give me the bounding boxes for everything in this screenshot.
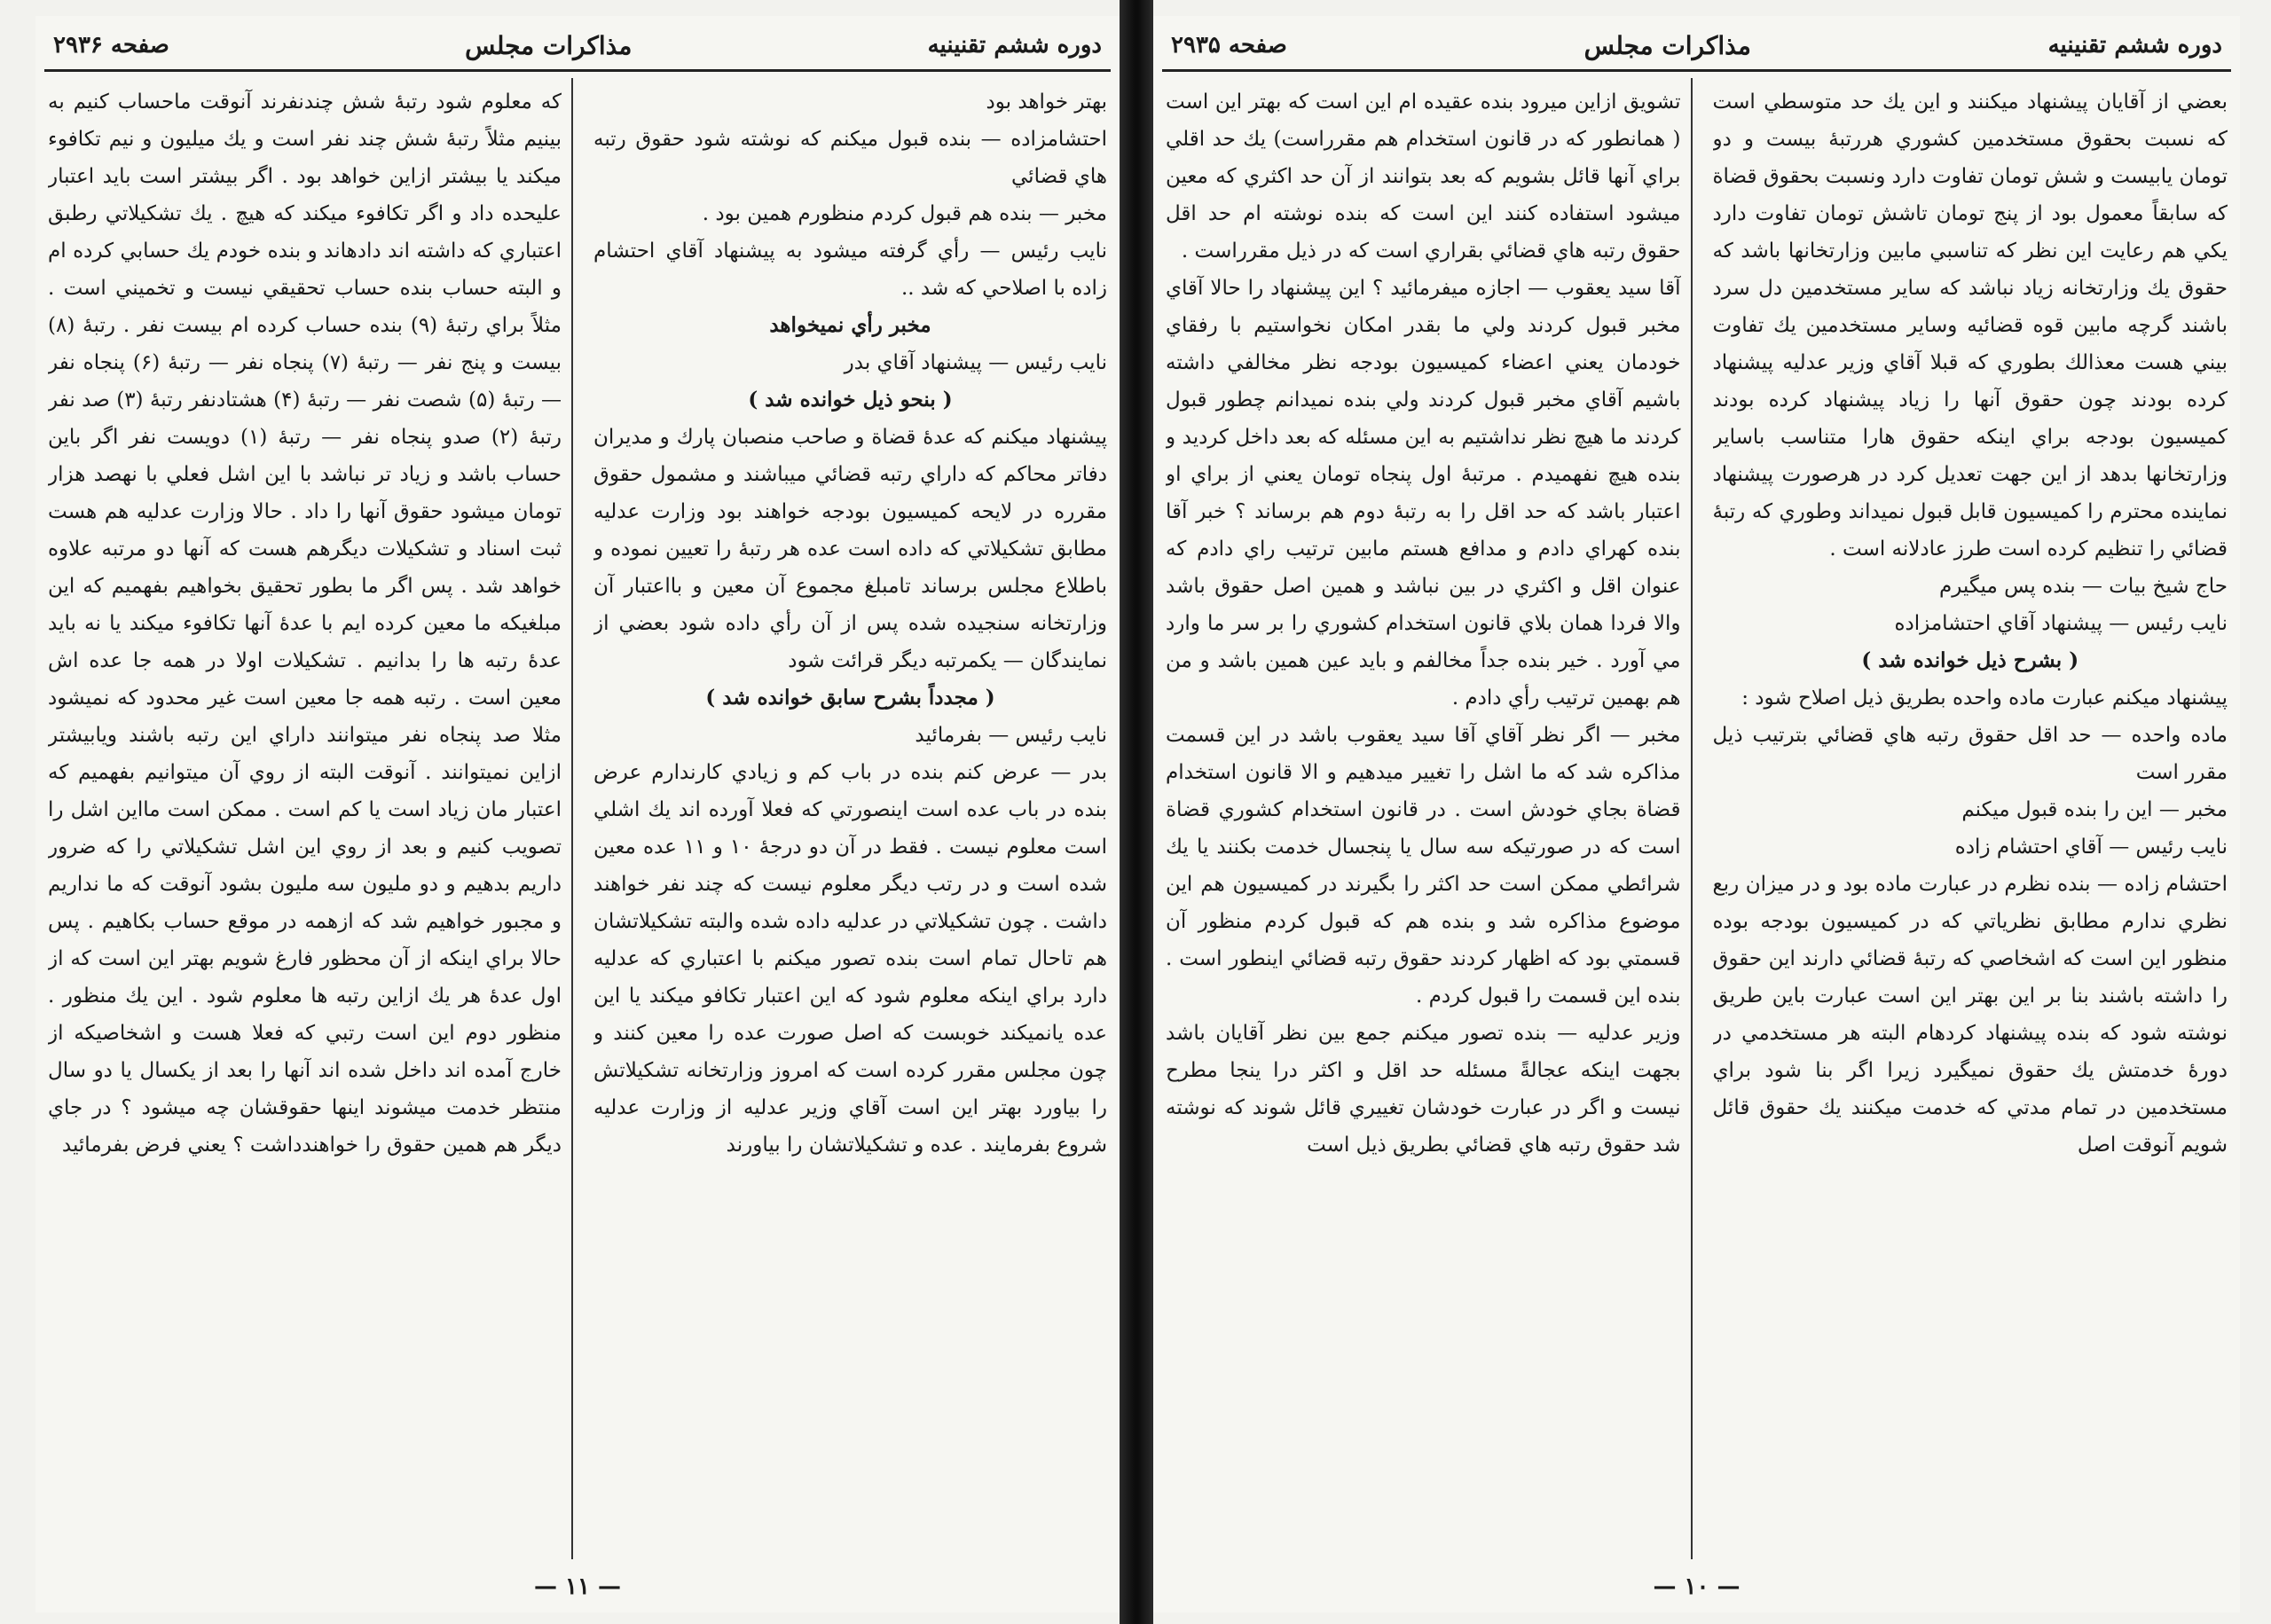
- paragraph: مخبر رأي نميخواهد: [769, 313, 931, 337]
- paragraph: آقا سيد يعقوب — اجازه ميفرمائيد ؟ اين پيشنهاد را حالا آقاي مخبر قبول كردند ولي ما بقدر امكان نخواستيم با رفقاي خودمان يعني اعضاء كميسيون بودجه نظر مخالفي داشته باشيم آقاي مخبر قبول كردند ولي بنده نميدانم چطور قبول كردند ما هيچ نظر نداشتيم به اين مسئله كه بعد داخل كرديد و بنده هيچ نفهميدم . مرتبهٔ اول پنجاه تومان يعني از براي او اعتبار باشد كه حد اقل را به رتبهٔ دوم هم برساند ؟ خبر آقا بنده كهراي دادم و مدافع هستم مابين ترتيب راي دادم كه عنوان اقل و اكثري در بين نباشد و همين اصل حقوق باشد والا فردا همان بلاي قانون استخدام كشوري را بر سر ما وارد مي آورد . خير بنده جداً مخالفم و بايد عين همين باشد و من هم بهمين ترتيب رأي دادم .: [1166, 277, 1681, 710]
- paragraph: نايب رئيس — بفرمائيد: [915, 724, 1107, 747]
- left-page-column-right: [593, 83, 1107, 1563]
- paragraph: تشويق ازاين ميرود بنده عقيده ام اين است كه بهتر اين است ( همانطور كه در قانون استخدام هم مقرراست) يك حد اقلي براي آنها قائل بشويم كه بعد بتوانند از آن حد اكثري كه معين ميشود استفاده كنند اين است كه بنده نوشته ام حد اقل حقوق رتبه هاي قضائي بقراري است كه در ذيل مقرراست .: [1166, 90, 1681, 263]
- right-header-page: صفحه ۲۹۳۵: [1171, 32, 1287, 59]
- book-gutter: [1120, 0, 1153, 1624]
- left-page-header: [53, 25, 1102, 66]
- paragraph: نايب رئيس — رأي گرفته ميشود به پيشنهاد آقاي احتشام زاده با اصلاحي كه شد ..: [593, 239, 1107, 300]
- paragraph: نايب رئيس — آقاي احتشام زاده: [1954, 836, 2228, 859]
- paragraph: نايب رئيس — پيشنهاد آقاي بدر: [844, 351, 1107, 374]
- paragraph: بعضي از آقايان پيشنهاد ميكنند و اين يك حد متوسطي است كه نسبت بحقوق مستخدمين كشوري هررتبهٔ بيست و دو تومان يابيست و شش تومان تفاوت دارد ونسبت بحقوق قضاة كه سابقاً معمول بود از پنج تومان تاشش تومان تفاوت دارد يكي هم رعايت اين نظر كه تناسبي مابين وزارتخانها باشد كه حقوق يك وزارتخانه زياد نباشد كه ساير مستخدمين دل سرد باشند گرچه مابين قوه قضائيه وساير مستخدمين يك تفاوت بيني هست معذالك بطوري كه قبلا آقاي وزير عدليه پيشنهاد كرده بودند چون حقوق آنها را زياد پيشنهاد كرده بودند كميسيون بودجه براي اينكه حقوق هارا متناسب باساير وزارتخانها بدهد از اين جهت تعديل كرد در هرصورت پيشنهاد نماينده محترم را كميسيون قابل قبول نميداند وطوري كه رتبهٔ قضائي را تنظيم كرده است طرز عادلانه است .: [1712, 90, 2228, 561]
- right-header-rule: [1162, 69, 2231, 72]
- left-page-column-left: [48, 83, 562, 1563]
- left-header-journal: دوره ششم تقنينيه: [927, 32, 1102, 59]
- right-page-number: — ۱۰ —: [1653, 1573, 1741, 1600]
- left-page-columns: [48, 83, 1107, 1563]
- left-header-page: صفحه ۲۹۳۶: [53, 32, 169, 59]
- paragraph: ( بشرح ذيل خوانده شد ): [1861, 648, 2079, 672]
- right-page-columns: [1166, 83, 2228, 1563]
- right-page: [1153, 16, 2240, 1612]
- paragraph: پيشنهاد ميكنم كه عدهٔ قضاة و صاحب منصبان پارك و مديران دفاتر محاكم كه داراي رتبه قضائي ميباشند و مشمول حقوق مقرره در لايحه كميسيون بودجه خواهند بود وزارت عدليه مطابق تشكيلاتي كه داده است عده هر رتبهٔ را تعيين نموده و باطلاع مجلس برساند تامبلغ مجموع آن معين و بااعتبار آن وزارتخانه سنجيده شده پس از آن رأي داده شود بعضي از نمايندگان — يكمرتبه ديگر قرائت شود: [593, 426, 1107, 672]
- paragraph: مخبر — اگر نظر آقاي آقا سيد يعقوب باشد در اين قسمت مذاكره شد كه ما اشل را تغيير ميدهيم و الا قانون استخدام قضاة بجاي خودش است . در قانون استخدام كشوري قضاة است كه در صورتيكه سه سال يا پنجسال خدمت بكنند يا يك شرائطي ممكن است حد اكثر را بگيرند در كميسيون هم اين موضوع مذاكره شد و بنده هم كه قبول كردم منظور آن قسمتي بود كه اظهار كردند حقوق رتبه قضائي اينطور است . بنده اين قسمت را قبول كردم .: [1166, 724, 1681, 1008]
- paragraph: بدر — عرض كنم بنده در باب كم و زيادي كارندارم عرض بنده در باب عده است اينصورتي كه فعلا آورده اند يك اشلي است معلوم نيست . فقط در آن دو درجهٔ ۱۰ و ۱۱ عده معين شده است و در رتب ديگر معلوم نيست كه چند نفر خواهند داشت . چون تشكيلاتي در عدليه داده شده والبته تشكيلاتشان هم تاحال تمام است بنده تصور ميكنم با اعتباري كه عدليه دارد براي اينكه معلوم شود كه اين اعتبار تكافو ميكند يا اين عده يانميكند خوبست كه اصل صورت عده را معين كنند و چون مجلس مقرر كرده است كه امروز وزارتخانه تشكيلاتش را بياورد بهتر اين است آقاي وزير عدليه از وزارت عدليه شروع بفرمايند . عده و تشكيلاتشان را بياورند: [593, 761, 1107, 1157]
- right-header-title: مذاکرات مجلس: [1583, 30, 1751, 60]
- paragraph: احتشامزاده — بنده قبول ميكنم كه نوشته شود حقوق رتبه هاي قضائي: [593, 128, 1107, 188]
- paragraph: بهتر خواهد بود: [986, 90, 1107, 114]
- paragraph: ( بنحو ذيل خوانده شد ): [748, 388, 953, 412]
- right-header-journal: دوره ششم تقنينيه: [2047, 32, 2222, 59]
- paragraph: ( مجدداً بشرح سابق خوانده شد ): [705, 686, 995, 710]
- right-page-column-left: [1166, 83, 1681, 1563]
- right-page-column-right: [1713, 83, 2228, 1563]
- left-page: [35, 16, 1120, 1612]
- paragraph: حاج شيخ بيات — بنده پس ميگيرم: [1938, 575, 2228, 598]
- paragraph: نايب رئيس — پيشنهاد آقاي احتشامزاده: [1894, 612, 2228, 635]
- paragraph: ماده واحده — حد اقل حقوق رتبه هاي قضائي بترتيب ذيل مقرر است: [1712, 724, 2228, 784]
- paragraph: مخبر — اين را بنده قبول ميكنم: [1961, 798, 2228, 821]
- left-header-rule: [44, 69, 1111, 72]
- right-page-header: [1171, 25, 2222, 66]
- left-header-title: مذاکرات مجلس: [465, 30, 633, 60]
- paragraph: احتشام زاده — بنده نظرم در عبارت ماده بود و در ميزان ربع نظري ندارم مطابق نظرياتي كه در كميسيون بودجه بوده منظور اين است كه اشخاصي كه رتبهٔ قضائي دارند اين حقوق را داشته باشند بنا بر اين بهتر اين است عبارت باين طريق نوشته شود كه بنده پيشنهاد كردهام البته هر مستخدمي در دورهٔ خدمتش يك حقوق نميگيرد زيرا اگر بنا شود براي مستخدمين در تمام مدتي كه خدمت ميكنند يك حقوق قائل شويم آنوقت اصل: [1712, 873, 2228, 1157]
- left-page-number: — ۱۱ —: [533, 1573, 622, 1600]
- paragraph: كه معلوم شود رتبهٔ شش چندنفرند آنوقت ماحساب كنيم به بينيم مثلاً رتبهٔ شش چند نفر است و يك ميليون و نيم تكافوء ميكند يا بيشتر ازاين خواهد بود . اگر بيشتر است بايد اعتبار عليحده داد و اگر تكافوء ميكند كه هيچ . يك تشكيلاتي رطبق اعتباري كه داشته اند دادهاند و بنده خودم يك حسابي كرده ام و البته حساب بنده حساب تحقيقي نيست و تخميني است . مثلاً براي رتبهٔ (۹) بنده حساب كرده ام بيست نفر . رتبهٔ (۸) بيست و پنج نفر — رتبهٔ (۷) پنجاه نفر — رتبهٔ (۶) پنجاه نفر — رتبهٔ (۵) شصت نفر — رتبهٔ (۴) هشتادنفر رتبهٔ (۳) صد نفر رتبهٔ (۲) صدو پنجاه نفر — رتبهٔ (۱) دويست نفر اگر باين حساب باشد و زياد تر نباشد با اين اشل فعلي با نهصد هزار تومان ميشود حقوق آنها را داد . حالا وزارت عدليه هم هست ثبت اسناد و تشكيلات ديگرهم هست كه آنها دو مرتبه علاوه خواهد شد . پس اگر ما بطور تحقيق بخواهيم بفهميم كه اين مبلغيكه ما معين كرده ايم با عدهٔ آنها تكافوء ميكند يا نه بايد عدهٔ رتبه ها را بدانيم . تشكيلات اولا در همه جا عده اش معين است . رتبه همه جا معين است غير محدود كه نميشود مثلا صد پنجاه نفر ميتوانند داراي اين رتبه باشند ويابيشتر ازاين نميتوانند . آنوقت البته از روي آن ميتوانيم بفهميم كه اعتبار مان زياد است يا كم است . ممكن است مااين اشل را تصويب كنيم و بعد از روي اين اشل تشكيلاتي را كه ضرور داريم بدهيم و دو مليون سه مليون بشود آنوقت كه ما نداريم و مجبور خواهيم شد كه ازهمه در موقع حساب بكاهيم . پس حالا براي اينكه از آن محظور فارغ شويم بهتر اين است كه از اول عدهٔ هر يك ازاين رتبه ها معلوم شود . اين يك منظور . منظور دوم اين است رتبي كه فعلا هست و اشخاصيكه از خارج آمده اند داخل شده اند آنها را بعد از يكسال يا دو سال منتظر خدمت ميشوند اينها حقوقشان چه ميشود ؟ در جاي ديگر هم همين حقوق را خواهندداشت ؟ يعني فرض بفرمائيد: [48, 90, 562, 1157]
- paragraph: وزير عدليه — بنده تصور ميكنم جمع بين نظر آقايان باشد بجهت اينكه عجالةً مسئله حد اقل و اكثر درا ينجا مطرح نيست و اگر در عبارت خودشان تغييري قائل شوند كه نوشته شد حقوق رتبه هاي قضائي بطريق ذيل است: [1166, 1022, 1681, 1157]
- paragraph: پيشنهاد ميكنم عبارت ماده واحده بطريق ذيل اصلاح شود :: [1741, 686, 2228, 710]
- paragraph: مخبر — بنده هم قبول كردم منظورم همين بود .: [702, 202, 1107, 225]
